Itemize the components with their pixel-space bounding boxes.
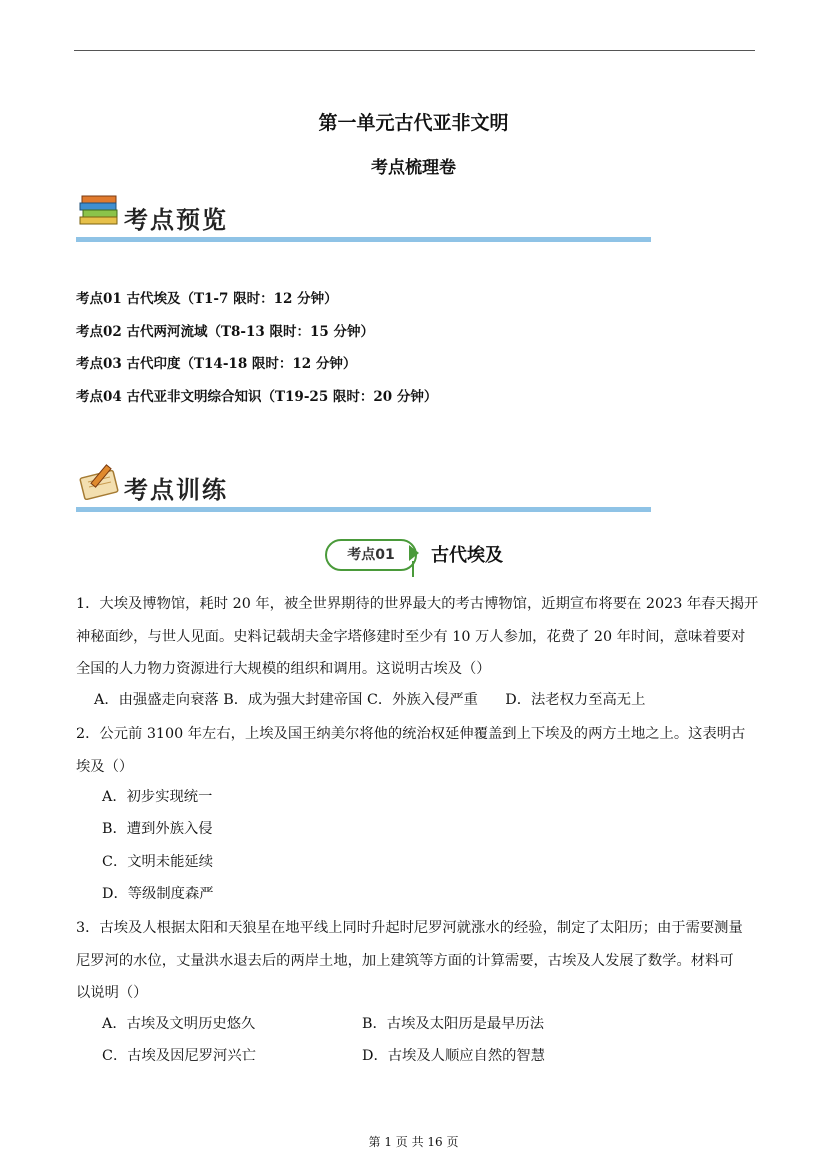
preview-heading: 考点预览 bbox=[124, 206, 228, 234]
preview-item: 考点02 古代两河流域（T8-13 限时：15 分钟） bbox=[76, 323, 375, 340]
notepad-pencil-icon bbox=[78, 462, 122, 500]
option-b: B．古埃及太阳历是最早历法 bbox=[362, 1016, 545, 1032]
topic-badge bbox=[325, 535, 515, 577]
question-text-line: 3．古埃及人根据太阳和天狼星在地平线上同时升起时尼罗河就涨水的经验，制定了太阳历；由于需要测量 bbox=[76, 920, 743, 936]
preview-item: 考点01 古代埃及（T1-7 限时：12 分钟） bbox=[76, 291, 338, 307]
question-text-line: 埃及（） bbox=[76, 758, 134, 775]
question-2 bbox=[76, 718, 756, 783]
section-bar bbox=[76, 507, 651, 512]
question-text-line: 尼罗河的水位，丈量洪水退去后的两岸土地，加上建筑等方面的计算需要，古埃及人发展了数学。材料可 bbox=[76, 952, 734, 969]
training-section-header bbox=[76, 462, 651, 512]
document-subtitle: 考点梳理卷 bbox=[371, 158, 456, 178]
document-title: 第一单元古代亚非文明 bbox=[318, 112, 509, 134]
option-c: C．文明未能延续 bbox=[102, 854, 214, 870]
option-b: B．遭到外族入侵 bbox=[102, 821, 213, 837]
question-3 bbox=[76, 912, 756, 1010]
preview-item: 考点04 古代亚非文明综合知识（T19-25 限时：20 分钟） bbox=[76, 388, 438, 405]
option-d: D．等级制度森严 bbox=[102, 886, 214, 902]
question-text-line: 全国的人力物力资源进行大规模的组织和调用。这说明古埃及（） bbox=[76, 661, 491, 677]
preview-section-header bbox=[76, 192, 651, 242]
option-a: A．古埃及文明历史悠久 bbox=[102, 1016, 256, 1032]
question-text-line: 神秘面纱，与世人见面。史料记载胡夫金字塔修建时至少有 10 万人参加，花费了 20 年时间，意味着要对 bbox=[76, 628, 746, 645]
option-a: A．初步实现统一 bbox=[102, 789, 213, 805]
badge-arrow-icon bbox=[409, 545, 419, 561]
option-c: C．古埃及因尼罗河兴亡 bbox=[102, 1048, 256, 1064]
question-text-line: 2．公元前 3100 年左右，上埃及国王纳美尔将他的统治权延伸覆盖到上下埃及的两方土地之上。这表明古 bbox=[76, 726, 746, 742]
books-icon bbox=[78, 192, 122, 230]
question-1 bbox=[76, 588, 759, 686]
option-d: D．古埃及人顺应自然的智慧 bbox=[362, 1048, 546, 1064]
badge-stem bbox=[412, 561, 414, 577]
training-heading: 考点训练 bbox=[124, 476, 228, 504]
header-rule bbox=[74, 50, 755, 51]
preview-list bbox=[76, 289, 437, 419]
question-1-options: A．由强盛走向衰落 B．成为强大封建帝国 C．外族入侵严重 D．法老权力至高无上 bbox=[94, 692, 646, 708]
page-number: 第 1 页 共 16 页 bbox=[368, 1135, 459, 1149]
preview-item: 考点03 古代印度（T14-18 限时：12 分钟） bbox=[76, 356, 357, 373]
topic-name: 古代埃及 bbox=[431, 545, 503, 566]
section-bar bbox=[76, 237, 651, 242]
question-text-line: 1．大埃及博物馆，耗时 20 年，被全世界期待的世界最大的考古博物馆，近期宣布将要在 2023 年春天揭开 bbox=[76, 596, 759, 612]
question-text-line: 以说明（） bbox=[76, 985, 148, 1001]
topic-badge-label: 考点01 bbox=[325, 539, 417, 571]
